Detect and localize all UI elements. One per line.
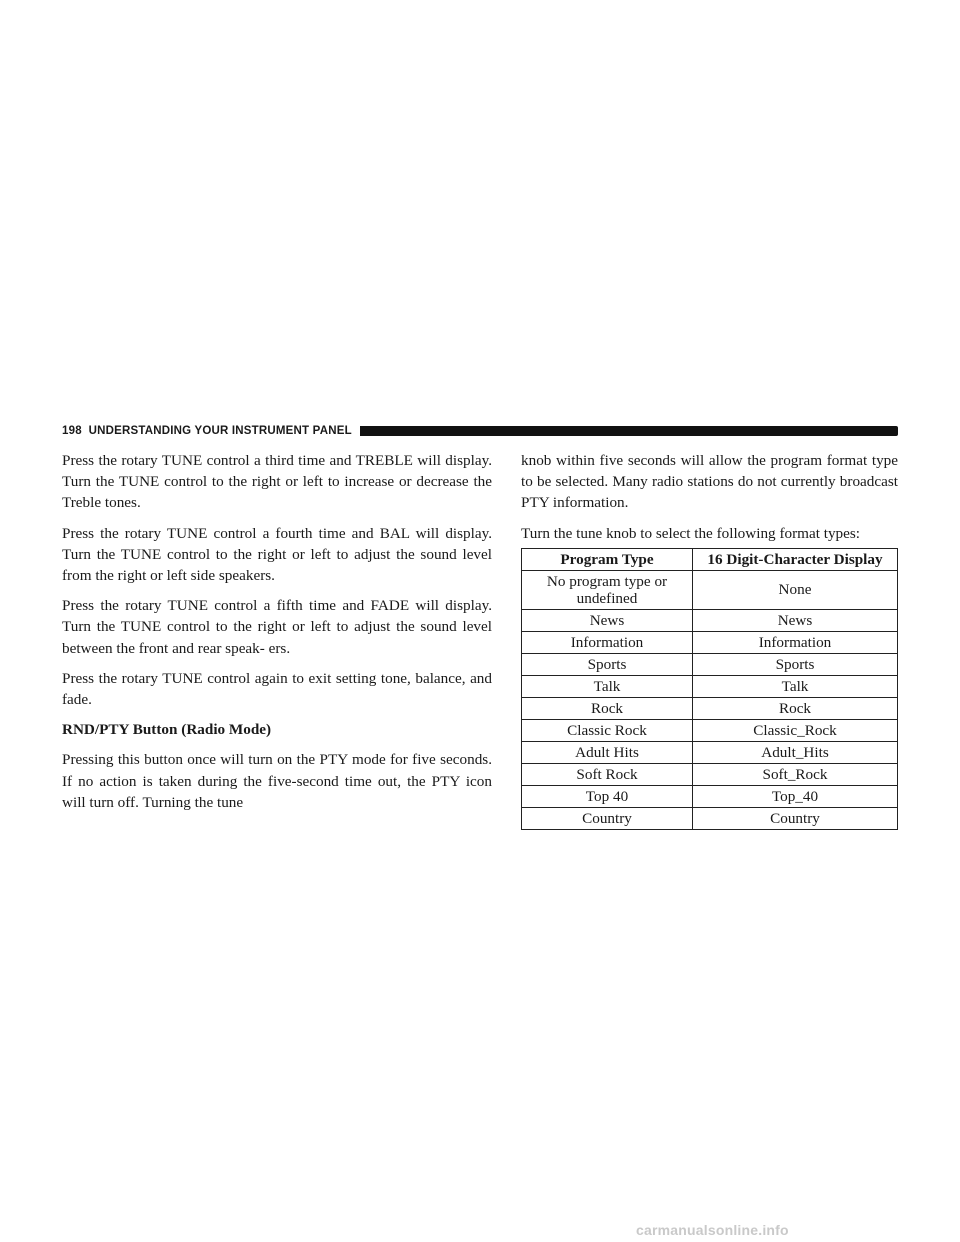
paragraph-exit: Press the rotary TUNE control again to exit setting tone, balance, and fade. (62, 669, 492, 709)
table-header-cell: 16 Digit-Character Display (693, 548, 898, 570)
table-cell: Classic Rock (522, 719, 693, 741)
table-cell: Adult Hits (522, 741, 693, 763)
paragraph-balance: Press the rotary TUNE control a fourth time and BAL will display. Turn the TUNE control to the right or left to adjust the sound level from the right or left side speakers. (62, 524, 492, 585)
table-cell: News (693, 609, 898, 631)
table-row (522, 609, 898, 631)
section-title: UNDERSTANDING YOUR INSTRUMENT PANEL (88, 425, 352, 437)
format-types-table (521, 548, 898, 830)
page-header (62, 423, 898, 439)
table-cell: Information (522, 631, 693, 653)
table-cell: Soft Rock (522, 763, 693, 785)
table-cell: Talk (522, 675, 693, 697)
table-cell: Talk (693, 675, 898, 697)
table-row (522, 741, 898, 763)
table-row (522, 570, 898, 609)
table-cell: None (693, 570, 898, 609)
table-cell: Sports (693, 653, 898, 675)
table-row (522, 807, 898, 829)
page-header-text (62, 425, 352, 437)
subheading-rnd-pty: RND/PTY Button (Radio Mode) (62, 721, 272, 739)
table-cell: Country (693, 807, 898, 829)
table-header-cell: Program Type (522, 548, 693, 570)
table-cell: News (522, 609, 693, 631)
table-cell: Adult_Hits (693, 741, 898, 763)
table-cell: Country (522, 807, 693, 829)
paragraph-table-intro: Turn the tune knob to select the following format types: (521, 524, 860, 542)
table-row (522, 653, 898, 675)
table-row (522, 675, 898, 697)
paragraph-treble: Press the rotary TUNE control a third time and TREBLE will display. Turn the TUNE control to the right or left to increase or decrease the Treble tones. (62, 452, 492, 512)
table-header-row (522, 548, 898, 570)
paragraph-pty: Pressing this button once will turn on the PTY mode for five seconds. If no action is taken during the five-second time out, the PTY icon will turn off. Turning the tune (62, 751, 492, 811)
table-row (522, 763, 898, 785)
table-cell: Information (693, 631, 898, 653)
right-column (521, 450, 898, 830)
table-cell: Sports (522, 653, 693, 675)
table-cell: Classic_Rock (693, 719, 898, 741)
table-row (522, 631, 898, 653)
page-number: 198 (62, 425, 82, 437)
table-row (522, 785, 898, 807)
table-cell: Top_40 (693, 785, 898, 807)
table-cell: Soft_Rock (693, 763, 898, 785)
paragraph-continuation: knob within five seconds will allow the program format type to be selected. Many radio stations do not currently broadcast PTY information. (521, 452, 898, 512)
table-cell: Top 40 (522, 785, 693, 807)
header-rule (360, 426, 898, 436)
paragraph-fade: Press the rotary TUNE control a fifth time and FADE will display. Turn the TUNE control to the right or left to adjust the sound level between the front and rear speak- ers. (62, 597, 492, 657)
left-column (62, 450, 492, 822)
table-row (522, 719, 898, 741)
table-cell: Rock (522, 697, 693, 719)
table-cell: No program type or undefined (522, 570, 693, 609)
watermark-text: carmanualsonline.info (636, 1222, 789, 1238)
table-cell: Rock (693, 697, 898, 719)
table-row (522, 697, 898, 719)
